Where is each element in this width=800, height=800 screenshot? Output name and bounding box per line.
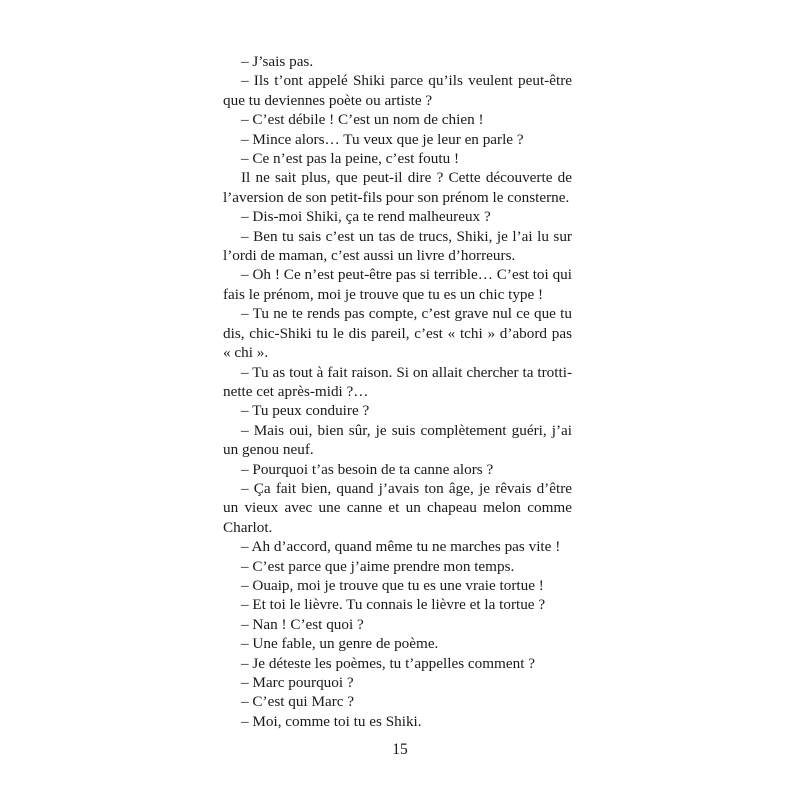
paragraph: – Mince alors… Tu veux que je leur en parle ? <box>241 130 524 148</box>
paragraph: – Tu as tout à fait raison. Si on allait chercher ta trottinette cet après-midi ?… <box>223 363 572 400</box>
page-number: 15 <box>392 741 408 758</box>
paragraph: – Marc pourquoi ? <box>241 674 354 691</box>
paragraph: – Pourquoi t’as besoin de ta canne alors ? <box>241 460 494 478</box>
body-text <box>223 52 572 731</box>
paragraph: – C’est qui Marc ? <box>241 693 355 711</box>
paragraph: – Je déteste les poèmes, tu t’appelles comment ? <box>241 654 535 672</box>
paragraph: Il ne sait plus, que peut-il dire ? Cette découverte de l’aversion de son petit-fils pour son prénom le consterne. <box>223 169 572 206</box>
paragraph: – Ouaip, moi je trouve que tu es une vraie tortue ! <box>241 576 544 594</box>
paragraph: – Ça fait bien, quand j’avais ton âge, je rêvais d’être un vieux avec une canne et un chapeau melon comme Charlot. <box>223 479 572 536</box>
paragraph: – Ben tu sais c’est un tas de trucs, Shiki, je l’ai lu sur l’ordi de maman, c’est aussi un livre d’horreurs. <box>223 227 572 265</box>
paragraph: – Nan ! C’est quoi ? <box>241 615 364 633</box>
paragraph: – Ah d’accord, quand même tu ne marches pas vite ! <box>241 538 561 556</box>
paragraph: – Ils t’ont appelé Shiki parce qu’ils veulent peut-être que tu deviennes poète ou artiste ? <box>223 72 572 109</box>
paragraph: – Tu ne te rends pas compte, c’est grave nul ce que tu dis, chic-Shiki tu le dis pareil, c’est « tchi » d’abord pas « chi ». <box>223 305 572 362</box>
paragraph: – Moi, comme toi tu es Shiki. <box>241 712 422 730</box>
paragraph: – Ce n’est pas la peine, c’est foutu ! <box>241 150 460 168</box>
paragraph: – Tu peux conduire ? <box>241 402 370 420</box>
paragraph: – Une fable, un genre de poème. <box>241 635 439 653</box>
paragraph: – Oh ! Ce n’est peut-être pas si terrible… C’est toi qui fais le prénom, moi je trouve que tu es un chic type ! <box>223 266 572 303</box>
paragraph: – Mais oui, bien sûr, je suis complètement guéri, j’ai un genou neuf. <box>223 421 572 459</box>
paragraph: – C’est parce que j’aime prendre mon temps. <box>241 557 515 575</box>
paragraph: – Et toi le lièvre. Tu connais le lièvre et la tortue ? <box>241 596 546 614</box>
paragraph: – C’est débile ! C’est un nom de chien ! <box>241 111 484 129</box>
paragraph: – Dis-moi Shiki, ça te rend malheureux ? <box>241 208 491 226</box>
paragraph: – J’sais pas. <box>241 53 314 70</box>
